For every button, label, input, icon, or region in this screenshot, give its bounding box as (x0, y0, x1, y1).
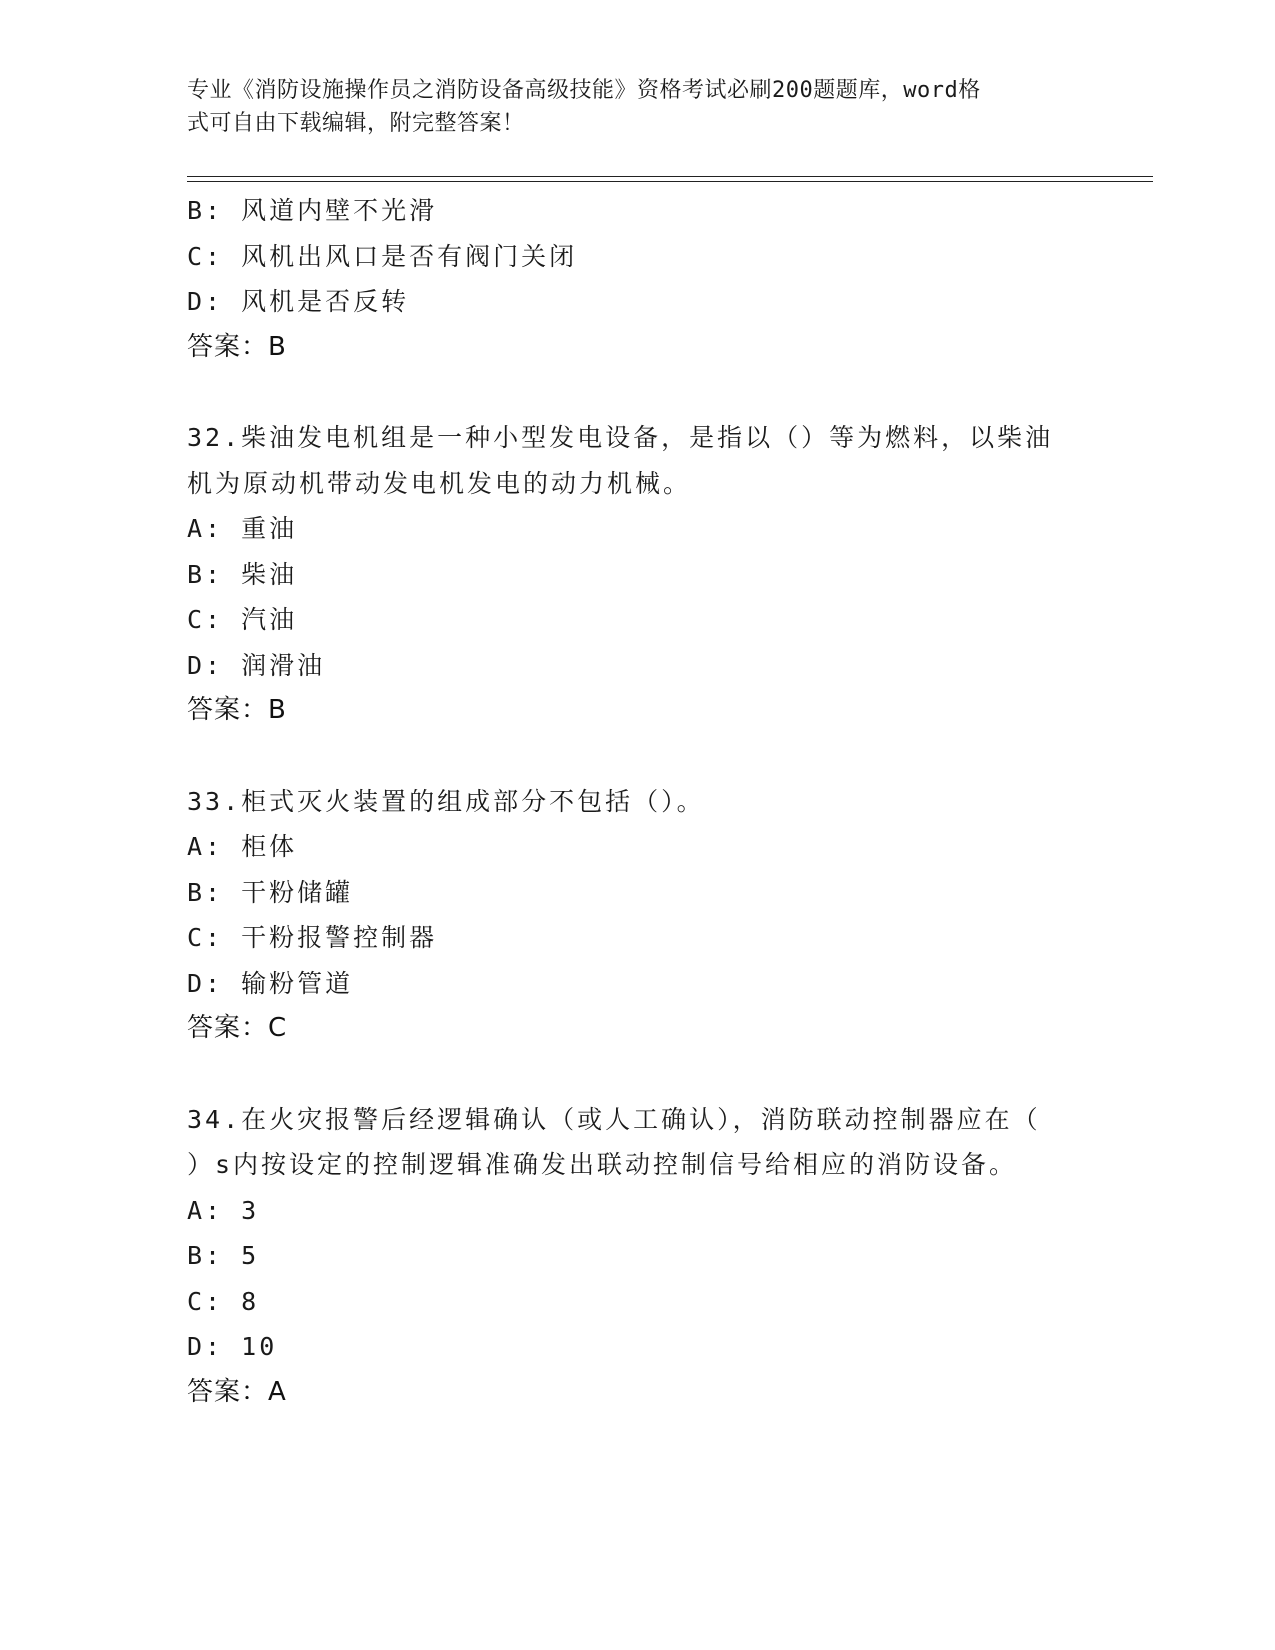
header-divider-bottom (187, 181, 1153, 182)
question-stem-line-2: ）s内按设定的控制逻辑准确发出联动控制信号给相应的消防设备。 (187, 1150, 1018, 1179)
question-block-32 (187, 415, 1087, 734)
option-c: C: 汽油 (187, 605, 298, 634)
answer-label: 答案：B (187, 695, 287, 725)
option-c: C: 风机出风口是否有阀门关闭 (187, 241, 578, 271)
question-list (187, 188, 1087, 1415)
answer-label: 答案：C (187, 1013, 288, 1043)
header-line-1: 专业《消防设施操作员之消防设备高级技能》资格考试必刷200题题库，word格 (187, 78, 981, 103)
document-header (187, 74, 1067, 140)
option-a: A: 重油 (187, 514, 298, 543)
option-b: B: 5 (187, 1241, 260, 1270)
option-b: B: 干粉储罐 (187, 877, 354, 907)
option-c: C: 干粉报警控制器 (187, 923, 438, 952)
option-c: C: 8 (187, 1286, 260, 1316)
question-stem-line-1: 33.柜式灭火装置的组成部分不包括（）。 (187, 786, 705, 816)
spacer (187, 370, 1087, 415)
question-stem-line-2: 机为原动机带动发电机发电的动力机械。 (187, 468, 692, 498)
answer-label: 答案：A (187, 1376, 287, 1407)
spacer (187, 1052, 1087, 1097)
option-b: B: 风道内壁不光滑 (187, 196, 438, 225)
option-d: D: 风机是否反转 (187, 287, 410, 316)
option-a: A: 3 (187, 1195, 260, 1225)
answer-label: 答案：B (187, 331, 287, 362)
option-d: D: 输粉管道 (187, 968, 354, 998)
question-block-34 (187, 1097, 1087, 1416)
header-line-2: 式可自由下载编辑，附完整答案！ (187, 111, 525, 136)
option-a: A: 柜体 (187, 832, 298, 861)
option-d: D: 10 (187, 1332, 278, 1361)
question-stem-line-1: 34.在火灾报警后经逻辑确认（或人工确认），消防联动控制器应在（ (187, 1104, 1041, 1134)
question-block-33 (187, 779, 1087, 1052)
header-divider-top (187, 176, 1153, 177)
option-d: D: 润滑油 (187, 650, 326, 680)
spacer (187, 734, 1087, 779)
question-block-31 (187, 188, 1087, 370)
option-b: B: 柴油 (187, 559, 298, 589)
question-stem-line-1: 32.柴油发电机组是一种小型发电设备，是指以（）等为燃料，以柴油 (187, 423, 1054, 452)
